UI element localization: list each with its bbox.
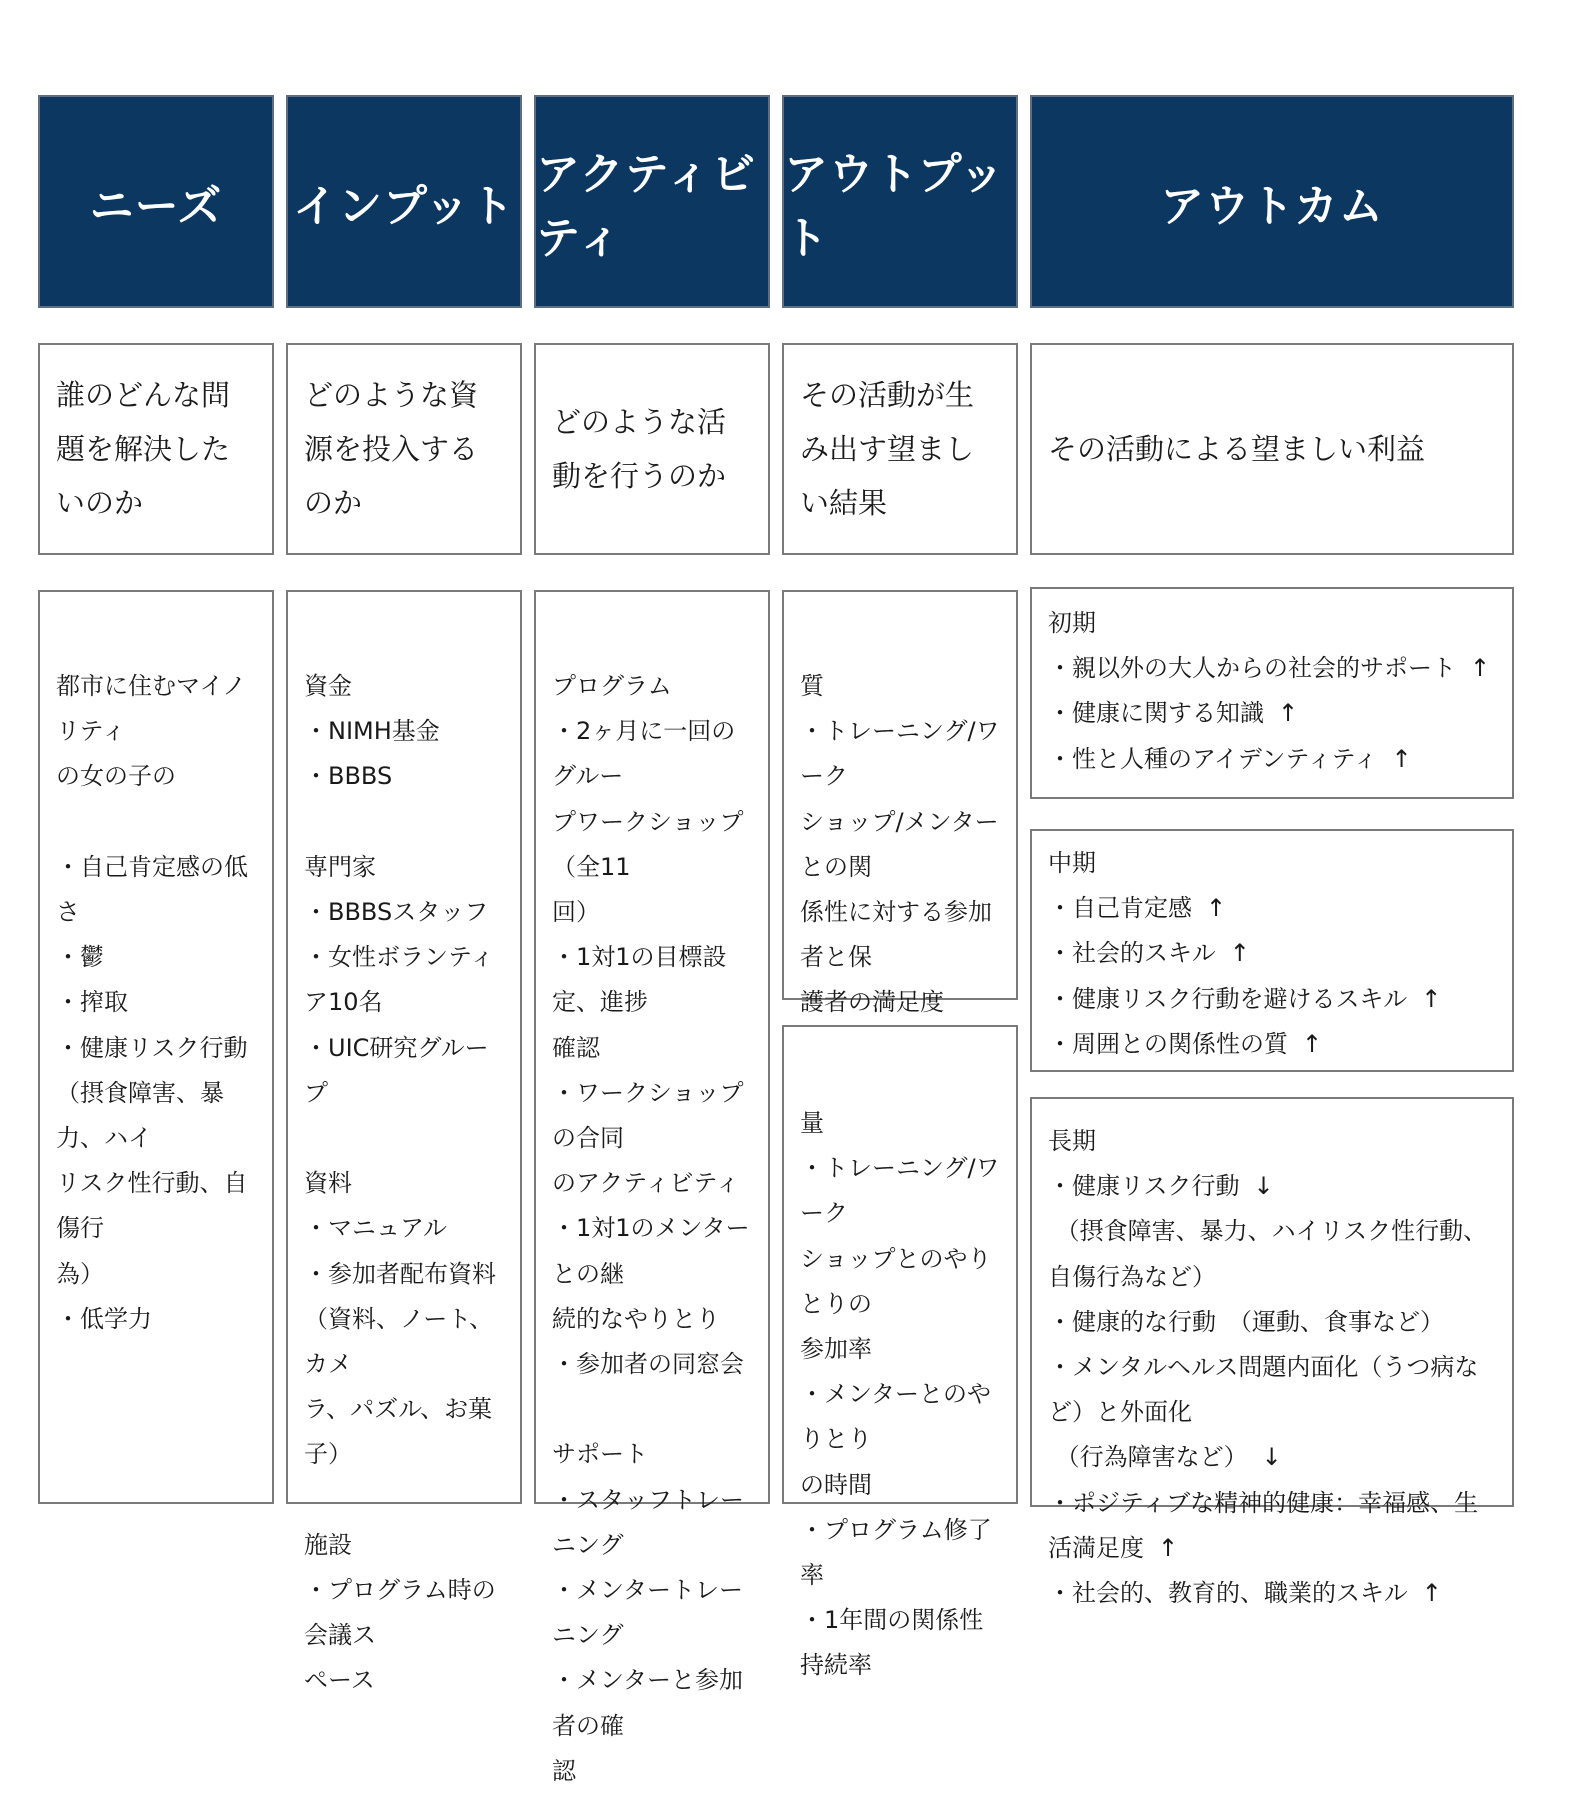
body-line: ペース [304, 1666, 375, 1695]
header-input [286, 95, 522, 308]
body-line: の女の子の [56, 762, 176, 791]
desc-output [782, 343, 1018, 555]
outcome-item [1048, 886, 1496, 931]
body-line: ショップとのやりとりの [800, 1244, 992, 1318]
body-line: の時間 [800, 1470, 872, 1499]
desc-input-text: どのような資源を投入するのか [304, 378, 479, 520]
body-line: ・マニュアル [304, 1214, 448, 1243]
outcome-item-text: ・性と人種のアイデンティティ [1048, 744, 1378, 773]
desc-outcome [1030, 343, 1514, 555]
outcome-item [1048, 977, 1496, 1022]
outcome-item [1048, 691, 1496, 736]
body-line: リスク性行動、自傷行 [56, 1169, 248, 1243]
body-line: ・1対1のメンターとの継 [552, 1214, 750, 1288]
body-line: 係性に対する参加者と保 [800, 898, 992, 972]
body-line: 施設 [304, 1530, 352, 1559]
body-line [304, 1478, 504, 1523]
needs-body [38, 590, 274, 1504]
outcome-item [1048, 1345, 1496, 1435]
outcome-item-text: ・健康リスク行動 [1048, 1172, 1240, 1201]
arrow-down-icon: ↓ [1261, 1443, 1282, 1472]
body-line: ・健康リスク行動 [56, 1033, 248, 1062]
body-line: 量 [800, 1109, 824, 1137]
body-line: ・メンターとのやりとり [800, 1380, 992, 1454]
outcome-item-text: ・自己肯定感 [1048, 894, 1192, 923]
outcome-period-title: 初期 [1048, 609, 1096, 637]
body-line: ・1年間の関係性持続率 [800, 1606, 984, 1680]
outcome-item-text: ・メンタルヘルス問題内面化（うつ病など）と外面化 [1048, 1353, 1479, 1427]
header-outcome [1030, 95, 1514, 308]
body-line: ・2ヶ月に一回のグルー [552, 717, 736, 791]
body-line: ・ワークショップの合同 [552, 1078, 744, 1153]
header-input-label: インプット [293, 180, 515, 232]
output-quantity-box [782, 1025, 1018, 1680]
desc-needs [38, 343, 274, 555]
outcome-item [1048, 1300, 1496, 1345]
body-line: ショップ/メンターとの関 [800, 807, 999, 881]
outcome-item-text: ・健康的な行動 （運動、食事など） [1048, 1307, 1444, 1336]
body-line: ・女性ボランティア10名 [304, 943, 495, 1017]
outcome-long-box [1030, 1097, 1514, 1608]
body-line: ・スタッフトレーニング [552, 1485, 744, 1559]
body-line: ・NIMH基金 [304, 717, 440, 746]
desc-activity-text: どのような活動を行うのか [552, 405, 727, 493]
activity-body [534, 590, 770, 1785]
body-line: のアクティビティ [552, 1169, 740, 1198]
body-line [552, 1387, 752, 1432]
body-line: ・BBBS [304, 762, 393, 791]
body-line: ・トレーニング/ワーク [800, 1154, 1000, 1228]
outcome-item-text: ・社会的スキル [1048, 939, 1216, 968]
desc-activity [534, 343, 770, 555]
arrow-up-icon: ↑ [1391, 744, 1412, 773]
outcome-item [1048, 1481, 1496, 1571]
body-line: ・搾取 [56, 988, 128, 1017]
body-line: ・BBBSスタッフ [304, 898, 489, 926]
desc-output-text: その活動が生み出す望ましい結果 [800, 378, 975, 520]
body-line: ラ、パズル、お菓子） [304, 1395, 493, 1469]
arrow-up-icon: ↑ [1302, 1029, 1323, 1058]
header-needs [38, 95, 274, 308]
body-line: ・低学力 [56, 1304, 152, 1333]
outcome-item-text: （摂食障害、暴力、ハイリスク性行動、自傷行為など） [1048, 1217, 1488, 1291]
body-line: 為） [56, 1259, 104, 1288]
body-line: （資料、ノート、カメ [304, 1304, 494, 1379]
body-line: ・トレーニング/ワーク [800, 717, 1000, 791]
body-line: 続的なやりとり [552, 1304, 720, 1333]
body-line: ・1対1の目標設定、進捗 [552, 943, 727, 1017]
body-line: ・プログラム修了率 [800, 1515, 992, 1590]
outcome-mid-box [1030, 829, 1514, 1072]
outcome-item [1048, 1435, 1496, 1480]
body-line: 資金 [304, 672, 352, 700]
outcome-item [1048, 1022, 1496, 1067]
arrow-up-icon: ↑ [1229, 939, 1250, 968]
outcome-item-text: ・健康に関する知識 [1048, 699, 1264, 728]
body-line: 参加率 [800, 1335, 872, 1364]
body-line [56, 800, 256, 845]
arrow-down-icon: ↓ [1253, 1172, 1274, 1201]
outcome-item [1048, 1209, 1496, 1299]
arrow-up-icon: ↑ [1278, 699, 1299, 728]
body-line: 資料 [304, 1169, 352, 1198]
body-line: 確認 [552, 1033, 600, 1062]
desc-needs-text: 誰のどんな問題を解決したいのか [56, 378, 231, 520]
body-line [304, 1116, 504, 1161]
body-line: ・UIC研究グループ [304, 1033, 489, 1107]
body-line: 回） [552, 898, 600, 927]
outcome-item-text: ・健康リスク行動を避けるスキル [1048, 984, 1408, 1013]
desc-input [286, 343, 522, 555]
body-line: ・プログラム時の会議ス [304, 1576, 496, 1650]
body-line: 都市に住むマイノリティ [56, 672, 247, 746]
outcome-item-text: ・周囲との関係性の質 [1048, 1029, 1288, 1058]
body-line: 認 [552, 1756, 576, 1785]
body-line: 質 [800, 672, 824, 700]
body-line: ・参加者配布資料 [304, 1259, 496, 1288]
outcome-item-text: ・親以外の大人からの社会的サポート [1048, 654, 1456, 683]
header-needs-label: ニーズ [89, 180, 223, 232]
body-line: ・鬱 [56, 943, 104, 972]
input-body [286, 590, 522, 1695]
body-line: ・自己肯定感の低さ [56, 852, 248, 926]
outcome-item-text: ・ポジティブな精神的健康：幸福感、生活満足度 [1048, 1488, 1479, 1562]
body-line: ・メンターと参加者の確 [552, 1666, 744, 1740]
output-quality-box [782, 590, 1018, 1017]
arrow-up-icon: ↑ [1206, 894, 1227, 923]
body-line [304, 800, 504, 845]
arrow-up-icon: ↑ [1470, 654, 1491, 683]
outcome-item-text: （行為障害など） [1048, 1443, 1248, 1472]
body-line: ・参加者の同窓会 [552, 1350, 744, 1379]
body-line: 専門家 [304, 852, 376, 881]
outcome-item-text: ・社会的、教育的、職業的スキル [1048, 1579, 1408, 1608]
header-output [782, 95, 1018, 308]
body-line: プワークショップ（全11 [552, 807, 744, 881]
header-activity [534, 95, 770, 308]
header-output-label: アウトプット [784, 148, 1005, 264]
arrow-up-icon: ↑ [1421, 1579, 1442, 1608]
body-line: プログラム [552, 672, 672, 700]
outcome-period-title: 長期 [1048, 1127, 1096, 1155]
header-outcome-label: アウトカム [1160, 180, 1384, 232]
arrow-up-icon: ↑ [1421, 984, 1442, 1013]
outcome-period-title: 中期 [1048, 849, 1096, 877]
outcome-item [1048, 1164, 1496, 1209]
arrow-up-icon: ↑ [1158, 1533, 1179, 1562]
body-line: ・メンタートレーニング [552, 1576, 744, 1650]
outcome-item [1048, 737, 1496, 782]
body-line: サポート [552, 1440, 648, 1469]
outcome-item [1048, 931, 1496, 976]
outcome-item [1048, 646, 1496, 691]
body-line: 護者の満足度 [800, 988, 944, 1017]
body-line: （摂食障害、暴力、ハイ [56, 1078, 224, 1153]
outcome-short-box [1030, 587, 1514, 799]
desc-outcome-text: その活動による望ましい利益 [1048, 432, 1426, 466]
header-activity-label: アクティビティ [536, 148, 757, 264]
